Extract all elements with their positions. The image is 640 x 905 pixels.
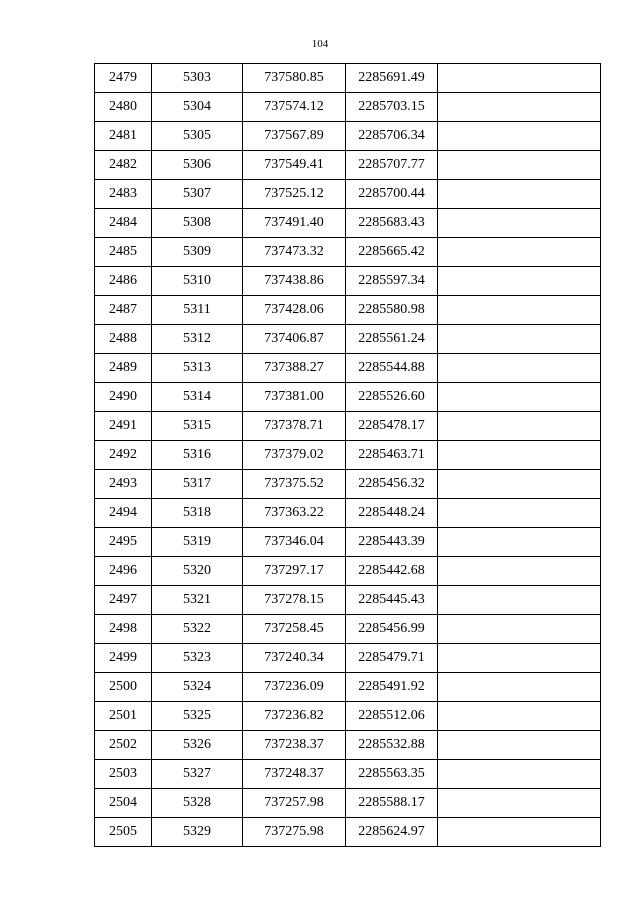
table-row (95, 499, 601, 528)
x-coordinate-cell: 737236.82 (243, 702, 346, 731)
x-coordinate-cell: 737238.37 (243, 731, 346, 760)
point-number-cell: 5321 (152, 586, 243, 615)
y-coordinate-cell: 2285665.42 (346, 238, 438, 267)
x-coordinate-cell: 737375.52 (243, 470, 346, 499)
row-index-cell: 2480 (95, 93, 152, 122)
row-index-cell: 2495 (95, 528, 152, 557)
point-number-cell: 5324 (152, 673, 243, 702)
y-coordinate-cell: 2285456.32 (346, 470, 438, 499)
row-index-cell: 2487 (95, 296, 152, 325)
x-coordinate-cell: 737381.00 (243, 383, 346, 412)
y-coordinate-cell: 2285691.49 (346, 64, 438, 93)
point-number-cell: 5322 (152, 615, 243, 644)
x-coordinate-cell: 737567.89 (243, 122, 346, 151)
empty-cell (438, 673, 601, 702)
row-index-cell: 2501 (95, 702, 152, 731)
empty-cell (438, 151, 601, 180)
empty-cell (438, 354, 601, 383)
row-index-cell: 2483 (95, 180, 152, 209)
coordinates-table (94, 63, 601, 847)
empty-cell (438, 64, 601, 93)
x-coordinate-cell: 737388.27 (243, 354, 346, 383)
y-coordinate-cell: 2285491.92 (346, 673, 438, 702)
x-coordinate-cell: 737428.06 (243, 296, 346, 325)
x-coordinate-cell: 737257.98 (243, 789, 346, 818)
point-number-cell: 5314 (152, 383, 243, 412)
x-coordinate-cell: 737297.17 (243, 557, 346, 586)
table-row (95, 238, 601, 267)
table-row (95, 760, 601, 789)
empty-cell (438, 528, 601, 557)
point-number-cell: 5313 (152, 354, 243, 383)
point-number-cell: 5327 (152, 760, 243, 789)
y-coordinate-cell: 2285563.35 (346, 760, 438, 789)
row-index-cell: 2499 (95, 644, 152, 673)
empty-cell (438, 615, 601, 644)
table-row (95, 64, 601, 93)
table-row (95, 702, 601, 731)
empty-cell (438, 325, 601, 354)
row-index-cell: 2479 (95, 64, 152, 93)
point-number-cell: 5307 (152, 180, 243, 209)
point-number-cell: 5329 (152, 818, 243, 847)
point-number-cell: 5319 (152, 528, 243, 557)
x-coordinate-cell: 737379.02 (243, 441, 346, 470)
row-index-cell: 2486 (95, 267, 152, 296)
row-index-cell: 2496 (95, 557, 152, 586)
page-number: 104 (311, 38, 329, 50)
row-index-cell: 2502 (95, 731, 152, 760)
empty-cell (438, 383, 601, 412)
empty-cell (438, 586, 601, 615)
row-index-cell: 2490 (95, 383, 152, 412)
point-number-cell: 5318 (152, 499, 243, 528)
y-coordinate-cell: 2285448.24 (346, 499, 438, 528)
y-coordinate-cell: 2285532.88 (346, 731, 438, 760)
empty-cell (438, 499, 601, 528)
table-row (95, 441, 601, 470)
x-coordinate-cell: 737525.12 (243, 180, 346, 209)
row-index-cell: 2503 (95, 760, 152, 789)
table-row (95, 644, 601, 673)
point-number-cell: 5315 (152, 412, 243, 441)
table-row (95, 296, 601, 325)
y-coordinate-cell: 2285463.71 (346, 441, 438, 470)
row-index-cell: 2492 (95, 441, 152, 470)
y-coordinate-cell: 2285512.06 (346, 702, 438, 731)
x-coordinate-cell: 737549.41 (243, 151, 346, 180)
table-row (95, 557, 601, 586)
x-coordinate-cell: 737580.85 (243, 64, 346, 93)
table-row (95, 354, 601, 383)
table-row (95, 267, 601, 296)
row-index-cell: 2494 (95, 499, 152, 528)
y-coordinate-cell: 2285442.68 (346, 557, 438, 586)
table-row (95, 818, 601, 847)
empty-cell (438, 209, 601, 238)
table-row (95, 122, 601, 151)
row-index-cell: 2484 (95, 209, 152, 238)
point-number-cell: 5311 (152, 296, 243, 325)
empty-cell (438, 296, 601, 325)
row-index-cell: 2481 (95, 122, 152, 151)
point-number-cell: 5316 (152, 441, 243, 470)
row-index-cell: 2498 (95, 615, 152, 644)
row-index-cell: 2500 (95, 673, 152, 702)
x-coordinate-cell: 737278.15 (243, 586, 346, 615)
row-index-cell: 2505 (95, 818, 152, 847)
point-number-cell: 5305 (152, 122, 243, 151)
point-number-cell: 5317 (152, 470, 243, 499)
table-body (95, 64, 601, 847)
table-row (95, 615, 601, 644)
y-coordinate-cell: 2285479.71 (346, 644, 438, 673)
y-coordinate-cell: 2285445.43 (346, 586, 438, 615)
point-number-cell: 5304 (152, 93, 243, 122)
row-index-cell: 2504 (95, 789, 152, 818)
empty-cell (438, 93, 601, 122)
y-coordinate-cell: 2285580.98 (346, 296, 438, 325)
x-coordinate-cell: 737438.86 (243, 267, 346, 296)
point-number-cell: 5326 (152, 731, 243, 760)
y-coordinate-cell: 2285707.77 (346, 151, 438, 180)
empty-cell (438, 702, 601, 731)
empty-cell (438, 238, 601, 267)
empty-cell (438, 731, 601, 760)
y-coordinate-cell: 2285706.34 (346, 122, 438, 151)
empty-cell (438, 557, 601, 586)
row-index-cell: 2497 (95, 586, 152, 615)
y-coordinate-cell: 2285588.17 (346, 789, 438, 818)
empty-cell (438, 180, 601, 209)
row-index-cell: 2488 (95, 325, 152, 354)
table-row (95, 789, 601, 818)
point-number-cell: 5308 (152, 209, 243, 238)
empty-cell (438, 412, 601, 441)
x-coordinate-cell: 737346.04 (243, 528, 346, 557)
table-row (95, 412, 601, 441)
table-row (95, 209, 601, 238)
y-coordinate-cell: 2285456.99 (346, 615, 438, 644)
y-coordinate-cell: 2285703.15 (346, 93, 438, 122)
x-coordinate-cell: 737473.32 (243, 238, 346, 267)
x-coordinate-cell: 737275.98 (243, 818, 346, 847)
x-coordinate-cell: 737236.09 (243, 673, 346, 702)
point-number-cell: 5323 (152, 644, 243, 673)
x-coordinate-cell: 737406.87 (243, 325, 346, 354)
point-number-cell: 5325 (152, 702, 243, 731)
y-coordinate-cell: 2285683.43 (346, 209, 438, 238)
table-row (95, 470, 601, 499)
x-coordinate-cell: 737248.37 (243, 760, 346, 789)
table-row (95, 93, 601, 122)
row-index-cell: 2491 (95, 412, 152, 441)
point-number-cell: 5306 (152, 151, 243, 180)
x-coordinate-cell: 737574.12 (243, 93, 346, 122)
table-row (95, 325, 601, 354)
point-number-cell: 5310 (152, 267, 243, 296)
table-row (95, 673, 601, 702)
y-coordinate-cell: 2285443.39 (346, 528, 438, 557)
point-number-cell: 5312 (152, 325, 243, 354)
point-number-cell: 5320 (152, 557, 243, 586)
point-number-cell: 5328 (152, 789, 243, 818)
row-index-cell: 2493 (95, 470, 152, 499)
table-row (95, 383, 601, 412)
table-row (95, 180, 601, 209)
y-coordinate-cell: 2285478.17 (346, 412, 438, 441)
table-row (95, 528, 601, 557)
point-number-cell: 5309 (152, 238, 243, 267)
y-coordinate-cell: 2285544.88 (346, 354, 438, 383)
empty-cell (438, 760, 601, 789)
point-number-cell: 5303 (152, 64, 243, 93)
x-coordinate-cell: 737258.45 (243, 615, 346, 644)
row-index-cell: 2489 (95, 354, 152, 383)
empty-cell (438, 267, 601, 296)
table-row (95, 586, 601, 615)
y-coordinate-cell: 2285624.97 (346, 818, 438, 847)
x-coordinate-cell: 737491.40 (243, 209, 346, 238)
table-row (95, 151, 601, 180)
y-coordinate-cell: 2285561.24 (346, 325, 438, 354)
empty-cell (438, 818, 601, 847)
row-index-cell: 2482 (95, 151, 152, 180)
x-coordinate-cell: 737240.34 (243, 644, 346, 673)
x-coordinate-cell: 737363.22 (243, 499, 346, 528)
empty-cell (438, 441, 601, 470)
empty-cell (438, 789, 601, 818)
empty-cell (438, 470, 601, 499)
empty-cell (438, 644, 601, 673)
y-coordinate-cell: 2285597.34 (346, 267, 438, 296)
x-coordinate-cell: 737378.71 (243, 412, 346, 441)
empty-cell (438, 122, 601, 151)
y-coordinate-cell: 2285526.60 (346, 383, 438, 412)
table-row (95, 731, 601, 760)
y-coordinate-cell: 2285700.44 (346, 180, 438, 209)
row-index-cell: 2485 (95, 238, 152, 267)
